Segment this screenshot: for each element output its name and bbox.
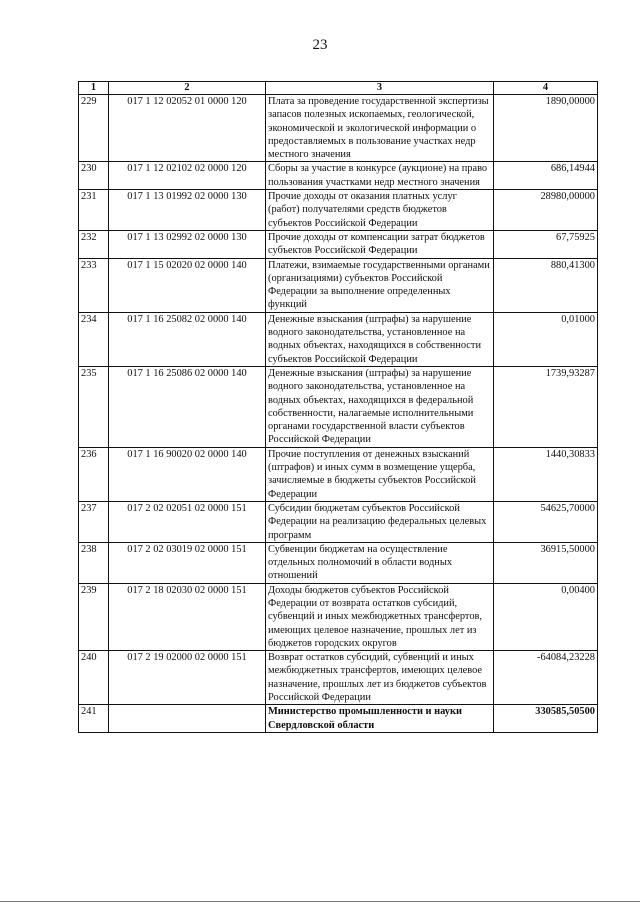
row-number: 239: [79, 583, 109, 650]
budget-code: 017 1 13 02992 02 0000 130: [109, 230, 266, 258]
amount: 880,41300: [494, 258, 598, 312]
budget-code: 017 2 19 02000 02 0000 151: [109, 651, 266, 705]
budget-code: 017 2 02 03019 02 0000 151: [109, 542, 266, 583]
revenue-name: Прочие поступления от денежных взысканий (штрафов) и иных сумм в возмещение ущерба, зачисляемые в бюджеты субъектов Российской Федерации: [266, 447, 494, 501]
budget-code: 017 1 12 02102 02 0000 120: [109, 162, 266, 190]
table-body: [79, 95, 598, 733]
amount: 28980,00000: [494, 190, 598, 231]
page-number: 23: [312, 37, 328, 53]
header-col-2: 2: [109, 82, 266, 95]
row-number: 229: [79, 95, 109, 162]
table-row: [79, 230, 598, 258]
revenue-name: Сборы за участие в конкурсе (аукционе) на право пользования участками недр местного значения: [266, 162, 494, 190]
table-row: [79, 366, 598, 447]
table-header: [79, 82, 598, 95]
row-number: 238: [79, 542, 109, 583]
row-number: 231: [79, 190, 109, 231]
budget-code: 017 1 13 01992 02 0000 130: [109, 190, 266, 231]
table-row: [79, 95, 598, 162]
total-row: [79, 705, 598, 733]
table-row: [79, 501, 598, 542]
row-number: 237: [79, 501, 109, 542]
budget-revenue-table: [78, 81, 598, 733]
table-row: [79, 258, 598, 312]
row-number: 234: [79, 312, 109, 366]
revenue-name: Денежные взыскания (штрафы) за нарушение водного законодательства, установленное на водных объектах, находящихся в собственности субъектов Российской Федерации: [266, 312, 494, 366]
table-row: [79, 583, 598, 650]
budget-code: 017 2 18 02030 02 0000 151: [109, 583, 266, 650]
table-row: [79, 162, 598, 190]
budget-code: 017 1 16 25082 02 0000 140: [109, 312, 266, 366]
row-number: 236: [79, 447, 109, 501]
page-bottom-edge: [0, 901, 640, 902]
revenue-name: Возврат остатков субсидий, субвенций и иных межбюджетных трансфертов, имеющих целевое назначение, прошлых лет из бюджетов субъектов Российской Федерации: [266, 651, 494, 705]
header-col-3: 3: [266, 82, 494, 95]
amount: 0,01000: [494, 312, 598, 366]
total-amount: 330585,50500: [494, 705, 598, 733]
amount: 1440,30833: [494, 447, 598, 501]
table-row: [79, 542, 598, 583]
revenue-name: Плата за проведение государственной экспертизы запасов полезных ископаемых, геологической, экономической и экологической информации о предоставляемых в пользование участках недр местного значения: [266, 95, 494, 162]
row-number: 241: [79, 705, 109, 733]
revenue-name: Прочие доходы от оказания платных услуг (работ) получателями средств бюджетов субъектов Российской Федерации: [266, 190, 494, 231]
amount: 54625,70000: [494, 501, 598, 542]
budget-code: 017 1 16 25086 02 0000 140: [109, 366, 266, 447]
budget-code: 017 1 15 02020 02 0000 140: [109, 258, 266, 312]
budget-code: 017 2 02 02051 02 0000 151: [109, 501, 266, 542]
table-row: [79, 190, 598, 231]
table-row: [79, 447, 598, 501]
amount: 1739,93287: [494, 366, 598, 447]
budget-code: 017 1 12 02052 01 0000 120: [109, 95, 266, 162]
budget-code: [109, 705, 266, 733]
row-number: 235: [79, 366, 109, 447]
header-col-4: 4: [494, 82, 598, 95]
header-row: [79, 82, 598, 95]
amount: -64084,23228: [494, 651, 598, 705]
revenue-name: Доходы бюджетов субъектов Российской Федерации от возврата остатков субсидий, субвенций и иных межбюджетных трансфертов, имеющих целевое назначение, прошлых лет из бюджетов городских округов: [266, 583, 494, 650]
row-number: 240: [79, 651, 109, 705]
amount: 0,00400: [494, 583, 598, 650]
row-number: 233: [79, 258, 109, 312]
amount: 67,75925: [494, 230, 598, 258]
budget-code: 017 1 16 90020 02 0000 140: [109, 447, 266, 501]
header-col-1: 1: [79, 82, 109, 95]
row-number: 230: [79, 162, 109, 190]
ministry-name: Министерство промышленности и науки Свердловской области: [266, 705, 494, 733]
revenue-name: Денежные взыскания (штрафы) за нарушение водного законодательства, установленное на водных объектах, находящихся в федеральной собственности, налагаемые исполнительными органами государственной власти субъектов Российской Федерации: [266, 366, 494, 447]
row-number: 232: [79, 230, 109, 258]
table-row: [79, 312, 598, 366]
revenue-name: Платежи, взимаемые государственными органами (организациями) субъектов Российской Федерации за выполнение определенных функций: [266, 258, 494, 312]
revenue-name: Прочие доходы от компенсации затрат бюджетов субъектов Российской Федерации: [266, 230, 494, 258]
revenue-name: Субсидии бюджетам субъектов Российской Федерации на реализацию федеральных целевых программ: [266, 501, 494, 542]
amount: 686,14944: [494, 162, 598, 190]
table-row: [79, 651, 598, 705]
revenue-name: Субвенции бюджетам на осуществление отдельных полномочий в области водных отношений: [266, 542, 494, 583]
amount: 1890,00000: [494, 95, 598, 162]
amount: 36915,50000: [494, 542, 598, 583]
